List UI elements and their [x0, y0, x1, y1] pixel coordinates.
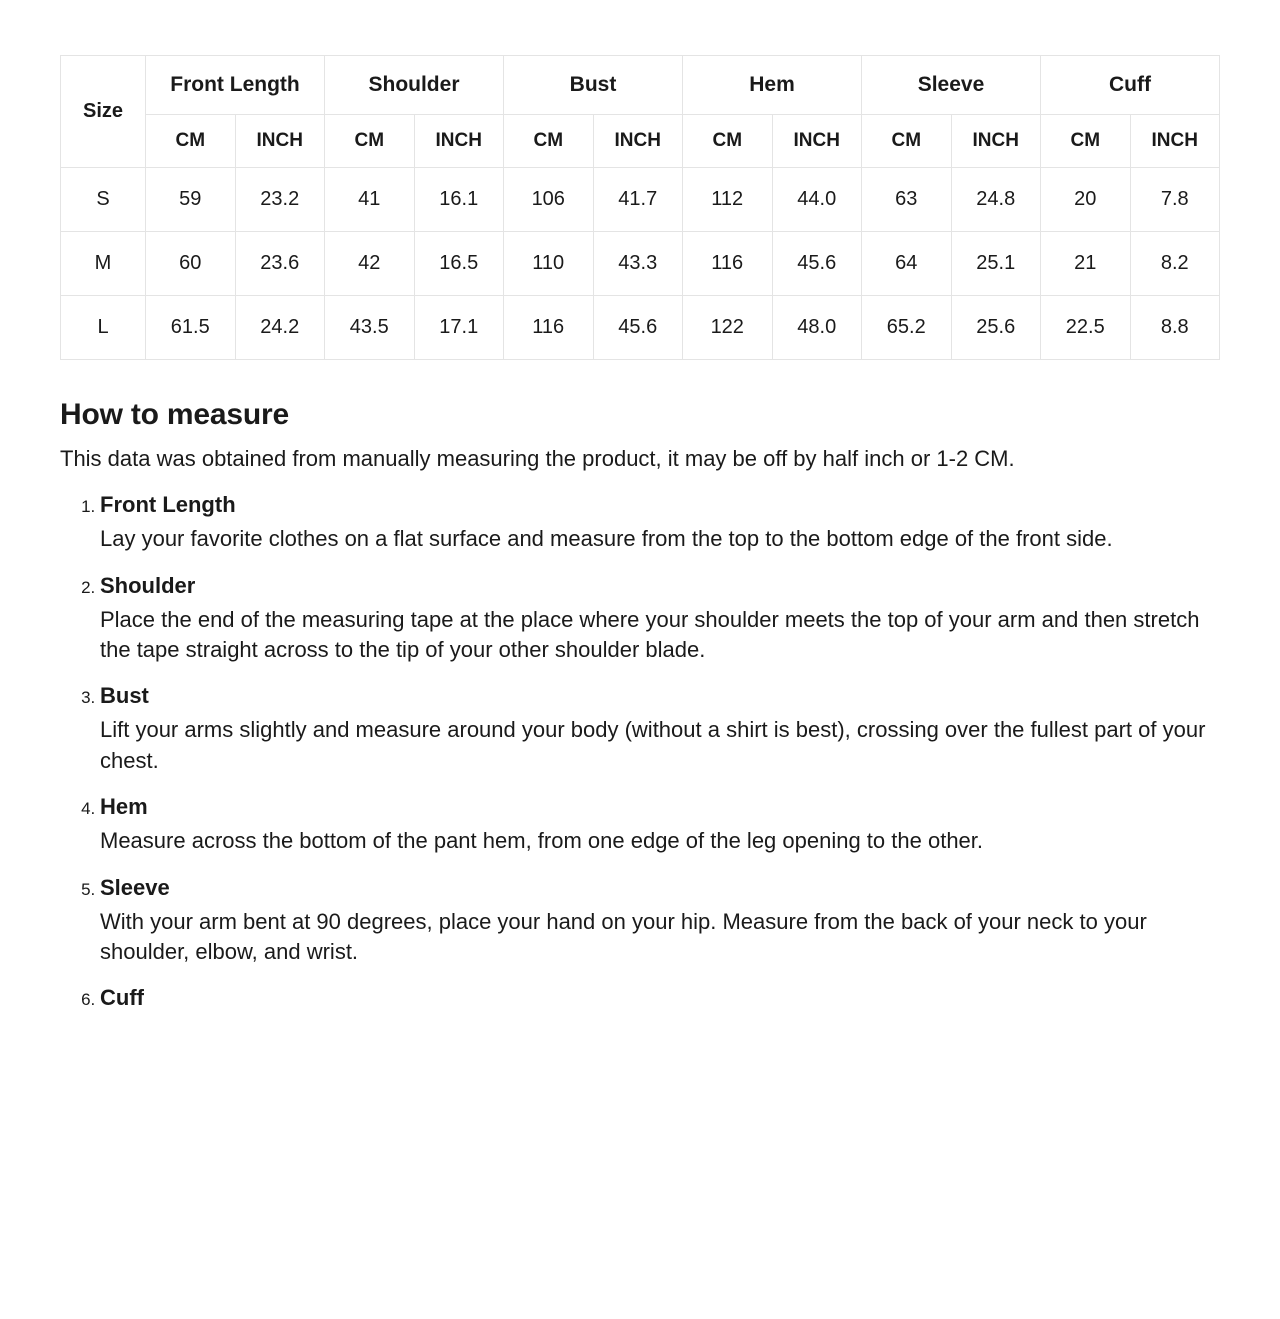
cell-value: 112	[683, 168, 773, 232]
cell-value: 116	[683, 232, 773, 296]
cell-value: 60	[146, 232, 236, 296]
cell-value: 110	[504, 232, 594, 296]
cell-value: 16.5	[414, 232, 504, 296]
cell-value: 7.8	[1130, 168, 1220, 232]
table-header-row-units	[61, 115, 1220, 168]
table-row	[61, 168, 1220, 232]
cell-value: 122	[683, 296, 773, 360]
list-item-body: Lift your arms slightly and measure around your body (without a shirt is best), crossing over the fullest part of your chest.	[100, 717, 1206, 773]
cell-value: 41	[325, 168, 415, 232]
cell-value: 25.1	[951, 232, 1041, 296]
measure-instructions-list	[60, 492, 1220, 1011]
list-item	[100, 794, 1220, 856]
cell-value: 8.2	[1130, 232, 1220, 296]
cell-value: 43.3	[593, 232, 683, 296]
cell-value: 23.2	[235, 168, 325, 232]
list-item-title: 5. Sleeve	[100, 874, 170, 900]
column-header-sleeve: Sleeve	[862, 56, 1041, 115]
list-item-title: 1. Front Length	[100, 492, 236, 518]
unit-header-inch: INCH	[414, 115, 504, 168]
list-item	[100, 492, 1220, 554]
cell-value: 45.6	[593, 296, 683, 360]
list-item	[100, 573, 1220, 666]
list-item-title: 4. Hem	[100, 794, 148, 820]
unit-header-cm: CM	[862, 115, 952, 168]
cell-value: 23.6	[235, 232, 325, 296]
cell-value: 24.8	[951, 168, 1041, 232]
list-item-title: 6. Cuff	[100, 985, 144, 1011]
list-item	[100, 875, 1220, 968]
page-title: How to measure	[60, 398, 289, 431]
size-chart-body	[61, 168, 1220, 360]
column-header-size: Size	[61, 56, 146, 168]
unit-header-inch: INCH	[951, 115, 1041, 168]
cell-value: 48.0	[772, 296, 862, 360]
cell-value: 61.5	[146, 296, 236, 360]
cell-size: S	[61, 168, 146, 232]
column-header-cuff: Cuff	[1041, 56, 1220, 115]
list-item	[100, 985, 1220, 1011]
cell-value: 25.6	[951, 296, 1041, 360]
unit-header-inch: INCH	[593, 115, 683, 168]
cell-value: 64	[862, 232, 952, 296]
unit-header-inch: INCH	[235, 115, 325, 168]
cell-value: 17.1	[414, 296, 504, 360]
list-item-body: Place the end of the measuring tape at the place where your shoulder meets the top of your arm and then stretch the tape straight across to the tip of your other shoulder blade.	[100, 606, 1200, 663]
table-row	[61, 296, 1220, 360]
cell-value: 59	[146, 168, 236, 232]
size-chart-table	[60, 55, 1220, 360]
cell-value: 22.5	[1041, 296, 1131, 360]
cell-value: 8.8	[1130, 296, 1220, 360]
unit-header-cm: CM	[146, 115, 236, 168]
cell-value: 20	[1041, 168, 1131, 232]
column-header-hem: Hem	[683, 56, 862, 115]
table-row	[61, 232, 1220, 296]
cell-value: 24.2	[235, 296, 325, 360]
list-item-title: 3. Bust	[100, 683, 149, 709]
list-item-title: 2. Shoulder	[100, 572, 196, 598]
list-item-body: Lay your favorite clothes on a flat surface and measure from the top to the bottom edge of the front side.	[100, 526, 1113, 552]
cell-value: 65.2	[862, 296, 952, 360]
cell-value: 41.7	[593, 168, 683, 232]
cell-value: 45.6	[772, 232, 862, 296]
list-item-body: Measure across the bottom of the pant hem, from one edge of the leg opening to the other.	[100, 828, 984, 854]
cell-value: 16.1	[414, 168, 504, 232]
column-header-shoulder: Shoulder	[325, 56, 504, 115]
cell-value: 42	[325, 232, 415, 296]
cell-size: L	[61, 296, 146, 360]
column-header-bust: Bust	[504, 56, 683, 115]
unit-header-inch: INCH	[1130, 115, 1220, 168]
size-chart-head	[61, 56, 1220, 168]
unit-header-cm: CM	[504, 115, 594, 168]
cell-value: 44.0	[772, 168, 862, 232]
cell-value: 63	[862, 168, 952, 232]
table-header-row-groups	[61, 56, 1220, 115]
unit-header-cm: CM	[683, 115, 773, 168]
unit-header-cm: CM	[1041, 115, 1131, 168]
unit-header-inch: INCH	[772, 115, 862, 168]
unit-header-cm: CM	[325, 115, 415, 168]
list-item-body: With your arm bent at 90 degrees, place your hand on your hip. Measure from the back of your neck to your shoulder, elbow, and wrist.	[100, 908, 1147, 964]
cell-size: M	[61, 232, 146, 296]
cell-value: 116	[504, 296, 594, 360]
cell-value: 43.5	[325, 296, 415, 360]
cell-value: 21	[1041, 232, 1131, 296]
list-item	[100, 683, 1220, 776]
cell-value: 106	[504, 168, 594, 232]
intro-text: This data was obtained from manually measuring the product, it may be off by half inch or 1-2 CM.	[60, 446, 1015, 471]
column-header-front-length: Front Length	[146, 56, 325, 115]
